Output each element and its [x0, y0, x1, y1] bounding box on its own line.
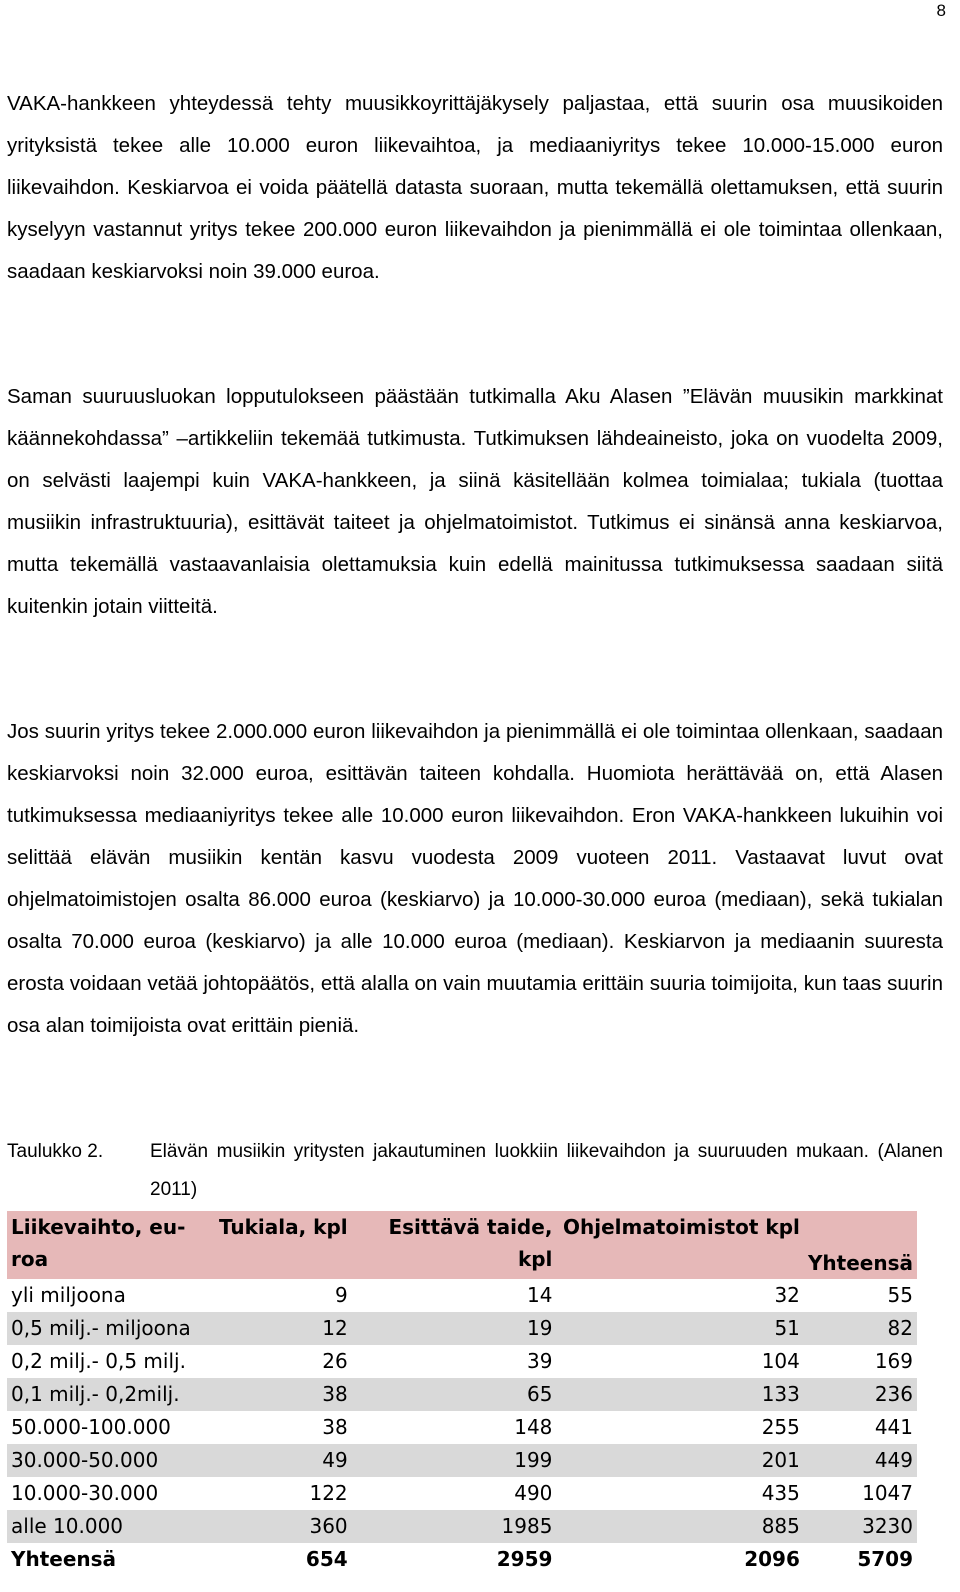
table-cell: 19 — [352, 1312, 557, 1345]
header-support: Tukiala, kpl — [211, 1211, 351, 1279]
table-cell: 236 — [804, 1378, 917, 1411]
table-total-row — [7, 1543, 917, 1576]
table-cell: 2096 — [744, 1547, 800, 1571]
table-cell: 32 — [774, 1283, 800, 1307]
table-cell: 38 — [322, 1415, 348, 1439]
table-cell: 1985 — [352, 1510, 557, 1543]
table-row — [7, 1378, 917, 1411]
table-cell-label: 0,2 milj.- 0,5 milj. — [11, 1349, 186, 1373]
table-row — [7, 1510, 917, 1543]
table-row — [7, 1411, 917, 1444]
table-cell: 169 — [874, 1349, 913, 1373]
table-cell: 490 — [514, 1481, 553, 1505]
table-cell: 255 — [761, 1415, 800, 1439]
table-row — [7, 1279, 917, 1312]
revenue-distribution-table — [7, 1211, 917, 1576]
table-cell: 360 — [211, 1510, 351, 1543]
table-cell: 122 — [309, 1481, 348, 1505]
table-cell-label: 50.000-100.000 — [11, 1415, 171, 1439]
table-cell: 49 — [211, 1444, 351, 1477]
table-cell: 885 — [556, 1510, 803, 1543]
table-cell: 201 — [556, 1444, 803, 1477]
table-cell-label: yli miljoona — [11, 1283, 126, 1307]
table-cell: 133 — [556, 1378, 803, 1411]
table-caption-label: Taulukko 2. — [7, 1141, 104, 1162]
table-cell: 5709 — [857, 1547, 913, 1571]
table-cell-label: 0,5 milj.- miljoona — [7, 1312, 211, 1345]
paragraph-3: Jos suurin yritys tekee 2.000.000 euron liikevaihdon ja pienimmällä ei ole toimintaa ollenkaan, saadaan keskiarvoksi noin 32.000 euroa, esittävän taiteen kohdalla. Huomiota herättävää on, että Alasen tutkimuksessa mediaaniyritys tekee alle 10.000 euron liikevaihdon. Eron VAKA-hankkeen lukuihin voi selittää elävän musiikin kentän kasvu vuodesta 2009 vuoteen 2011. Vastaavat luvut ovat ohjelmatoimistojen osalta 86.000 euroa (keskiarvo) ja 10.000-30.000 euroa (mediaan), sekä tukialan osalta 70.000 euroa (keskiarvo) ja alle 10.000 euroa (mediaan). Keskiarvon ja mediaanin suuresta erosta voidaan vetää johtopäätös, että alalla on vain muutamia erittäin suuria toimijoita, kun taas suurin osa alan toimijoista ovat erittäin pieniä. — [7, 720, 943, 1037]
table-cell: 39 — [526, 1349, 553, 1373]
table-cell: 449 — [804, 1444, 917, 1477]
table-cell-label: 0,1 milj.- 0,2milj. — [7, 1378, 211, 1411]
table-cell: 441 — [874, 1415, 913, 1439]
table-cell: 199 — [352, 1444, 557, 1477]
table-cell: 1047 — [862, 1481, 913, 1505]
paragraph-2: Saman suuruusluokan lopputulokseen päästään tutkimalla Aku Alasen ”Elävän muusikin markkinat käännekohdassa” –artikkeliin tekemää tutkimusta. Tutkimuksen lähdeaineisto, joka on vuodelta 2009, on selvästi laajempi kuin VAKA-hankkeen, ja siinä käsitellään kolmea toimialaa; tukiala (tuottaa musiikin infrastruktuuria), esittävät taiteet ja ohjelmatoimistot. Tutkimus ei sinänsä anna keskiarvoa, mutta tekemällä vastaavanlaisia olettamuksia kuin edellä mainitussa tutkimuksessa saadaan siitä kuitenkin jotain viitteitä. — [7, 385, 943, 618]
table-cell-label: 10.000-30.000 — [11, 1481, 159, 1505]
table-cell: 2959 — [496, 1547, 553, 1571]
table-body — [7, 1279, 917, 1576]
header-agencies: Ohjelmatoimistot kpl — [556, 1211, 803, 1279]
table-cell: 148 — [514, 1415, 553, 1439]
table-cell: 654 — [305, 1547, 348, 1571]
table-cell: 55 — [887, 1283, 913, 1307]
table-row — [7, 1444, 917, 1477]
header-revenue: Liikevaihto, euroa — [7, 1211, 211, 1279]
table-row — [7, 1312, 917, 1345]
page-number: 8 — [936, 1, 946, 20]
table-row — [7, 1477, 917, 1510]
table-caption-text: Elävän musiikin yritysten jakautuminen luokkiin liikevaihdon ja suuruuden mukaan. (Alanen 2011) — [150, 1141, 943, 1200]
table-cell: 51 — [556, 1312, 803, 1345]
table-cell: 38 — [211, 1378, 351, 1411]
table-cell: 435 — [761, 1481, 800, 1505]
table-row — [7, 1345, 917, 1378]
table-cell: 3230 — [804, 1510, 917, 1543]
table-cell: 26 — [322, 1349, 348, 1373]
table-header-row — [7, 1211, 917, 1279]
table-cell-label: 30.000-50.000 — [7, 1444, 211, 1477]
paragraph-1: VAKA-hankkeen yhteydessä tehty muusikkoyrittäjäkysely paljastaa, että suurin osa muusikoiden yrityksistä tekee alle 10.000 euron liikevaihtoa, ja mediaaniyritys tekee 10.000-15.000 euron liikevaihdon. Keskiarvoa ei voida päätellä datasta suoraan, mutta tekemällä olettamuksen, että suurin kyselyyn vastannut yritys tekee 200.000 euron liikevaihdon ja pienimmällä ei ole toimintaa ollenkaan, saadaan keskiarvoksi noin 39.000 euroa. — [7, 92, 943, 283]
header-performing-arts: Esittävä taide, kpl — [352, 1211, 557, 1279]
table-cell: 104 — [761, 1349, 800, 1373]
header-total: Yhteensä — [804, 1211, 917, 1279]
table-cell: 9 — [334, 1283, 348, 1307]
table-cell: 14 — [526, 1283, 553, 1307]
table-cell: 65 — [352, 1378, 557, 1411]
table-cell: 82 — [804, 1312, 917, 1345]
table-cell-label: alle 10.000 — [7, 1510, 211, 1543]
table-cell: 12 — [211, 1312, 351, 1345]
table-cell-label: Yhteensä — [11, 1547, 117, 1571]
